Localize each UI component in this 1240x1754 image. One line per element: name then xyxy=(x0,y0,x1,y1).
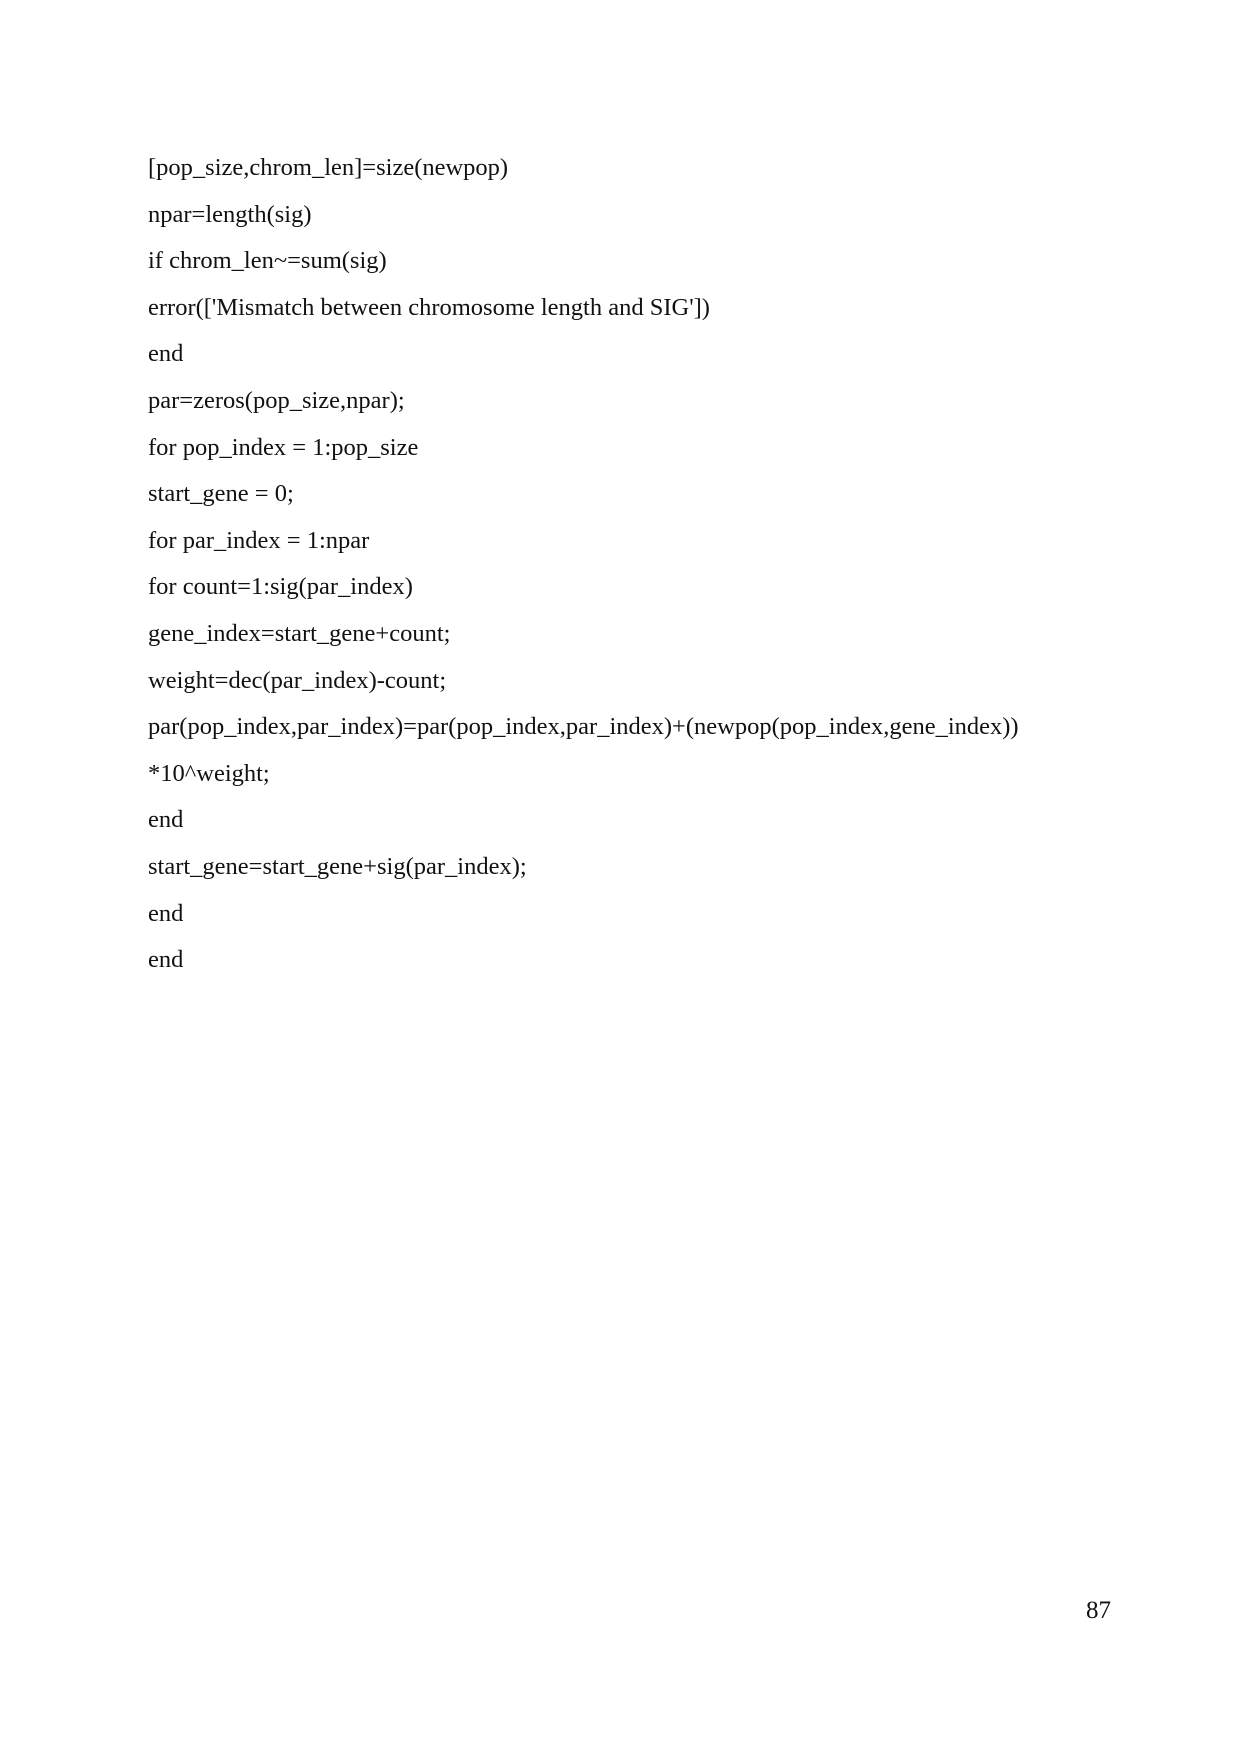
code-line: npar=length(sig) xyxy=(148,200,312,228)
code-line: [pop_size,chrom_len]=size(newpop) xyxy=(148,154,509,181)
code-line: par(pop_index,par_index)=par(pop_index,par_index)+(newpop(pop_index,gene_index)) xyxy=(148,713,1019,741)
code-line: for count=1:sig(par_index) xyxy=(148,573,413,601)
code-line: end xyxy=(148,946,184,974)
code-listing xyxy=(148,145,1148,984)
page-number: 87 xyxy=(1086,1597,1111,1624)
code-line: start_gene=start_gene+sig(par_index); xyxy=(148,852,527,880)
code-line: end xyxy=(148,899,184,927)
code-line: start_gene = 0; xyxy=(148,480,294,508)
code-line: end xyxy=(148,806,184,834)
code-line: gene_index=start_gene+count; xyxy=(148,619,451,647)
code-line: end xyxy=(148,340,184,368)
code-line: weight=dec(par_index)-count; xyxy=(148,666,447,694)
code-line: *10^weight; xyxy=(148,759,270,787)
code-line: for par_index = 1:npar xyxy=(148,526,370,554)
code-line: par=zeros(pop_size,npar); xyxy=(148,386,405,414)
code-line: for pop_index = 1:pop_size xyxy=(148,433,419,461)
code-line: error(['Mismatch between chromosome length and SIG']) xyxy=(148,293,710,321)
code-line: if chrom_len~=sum(sig) xyxy=(148,247,387,275)
